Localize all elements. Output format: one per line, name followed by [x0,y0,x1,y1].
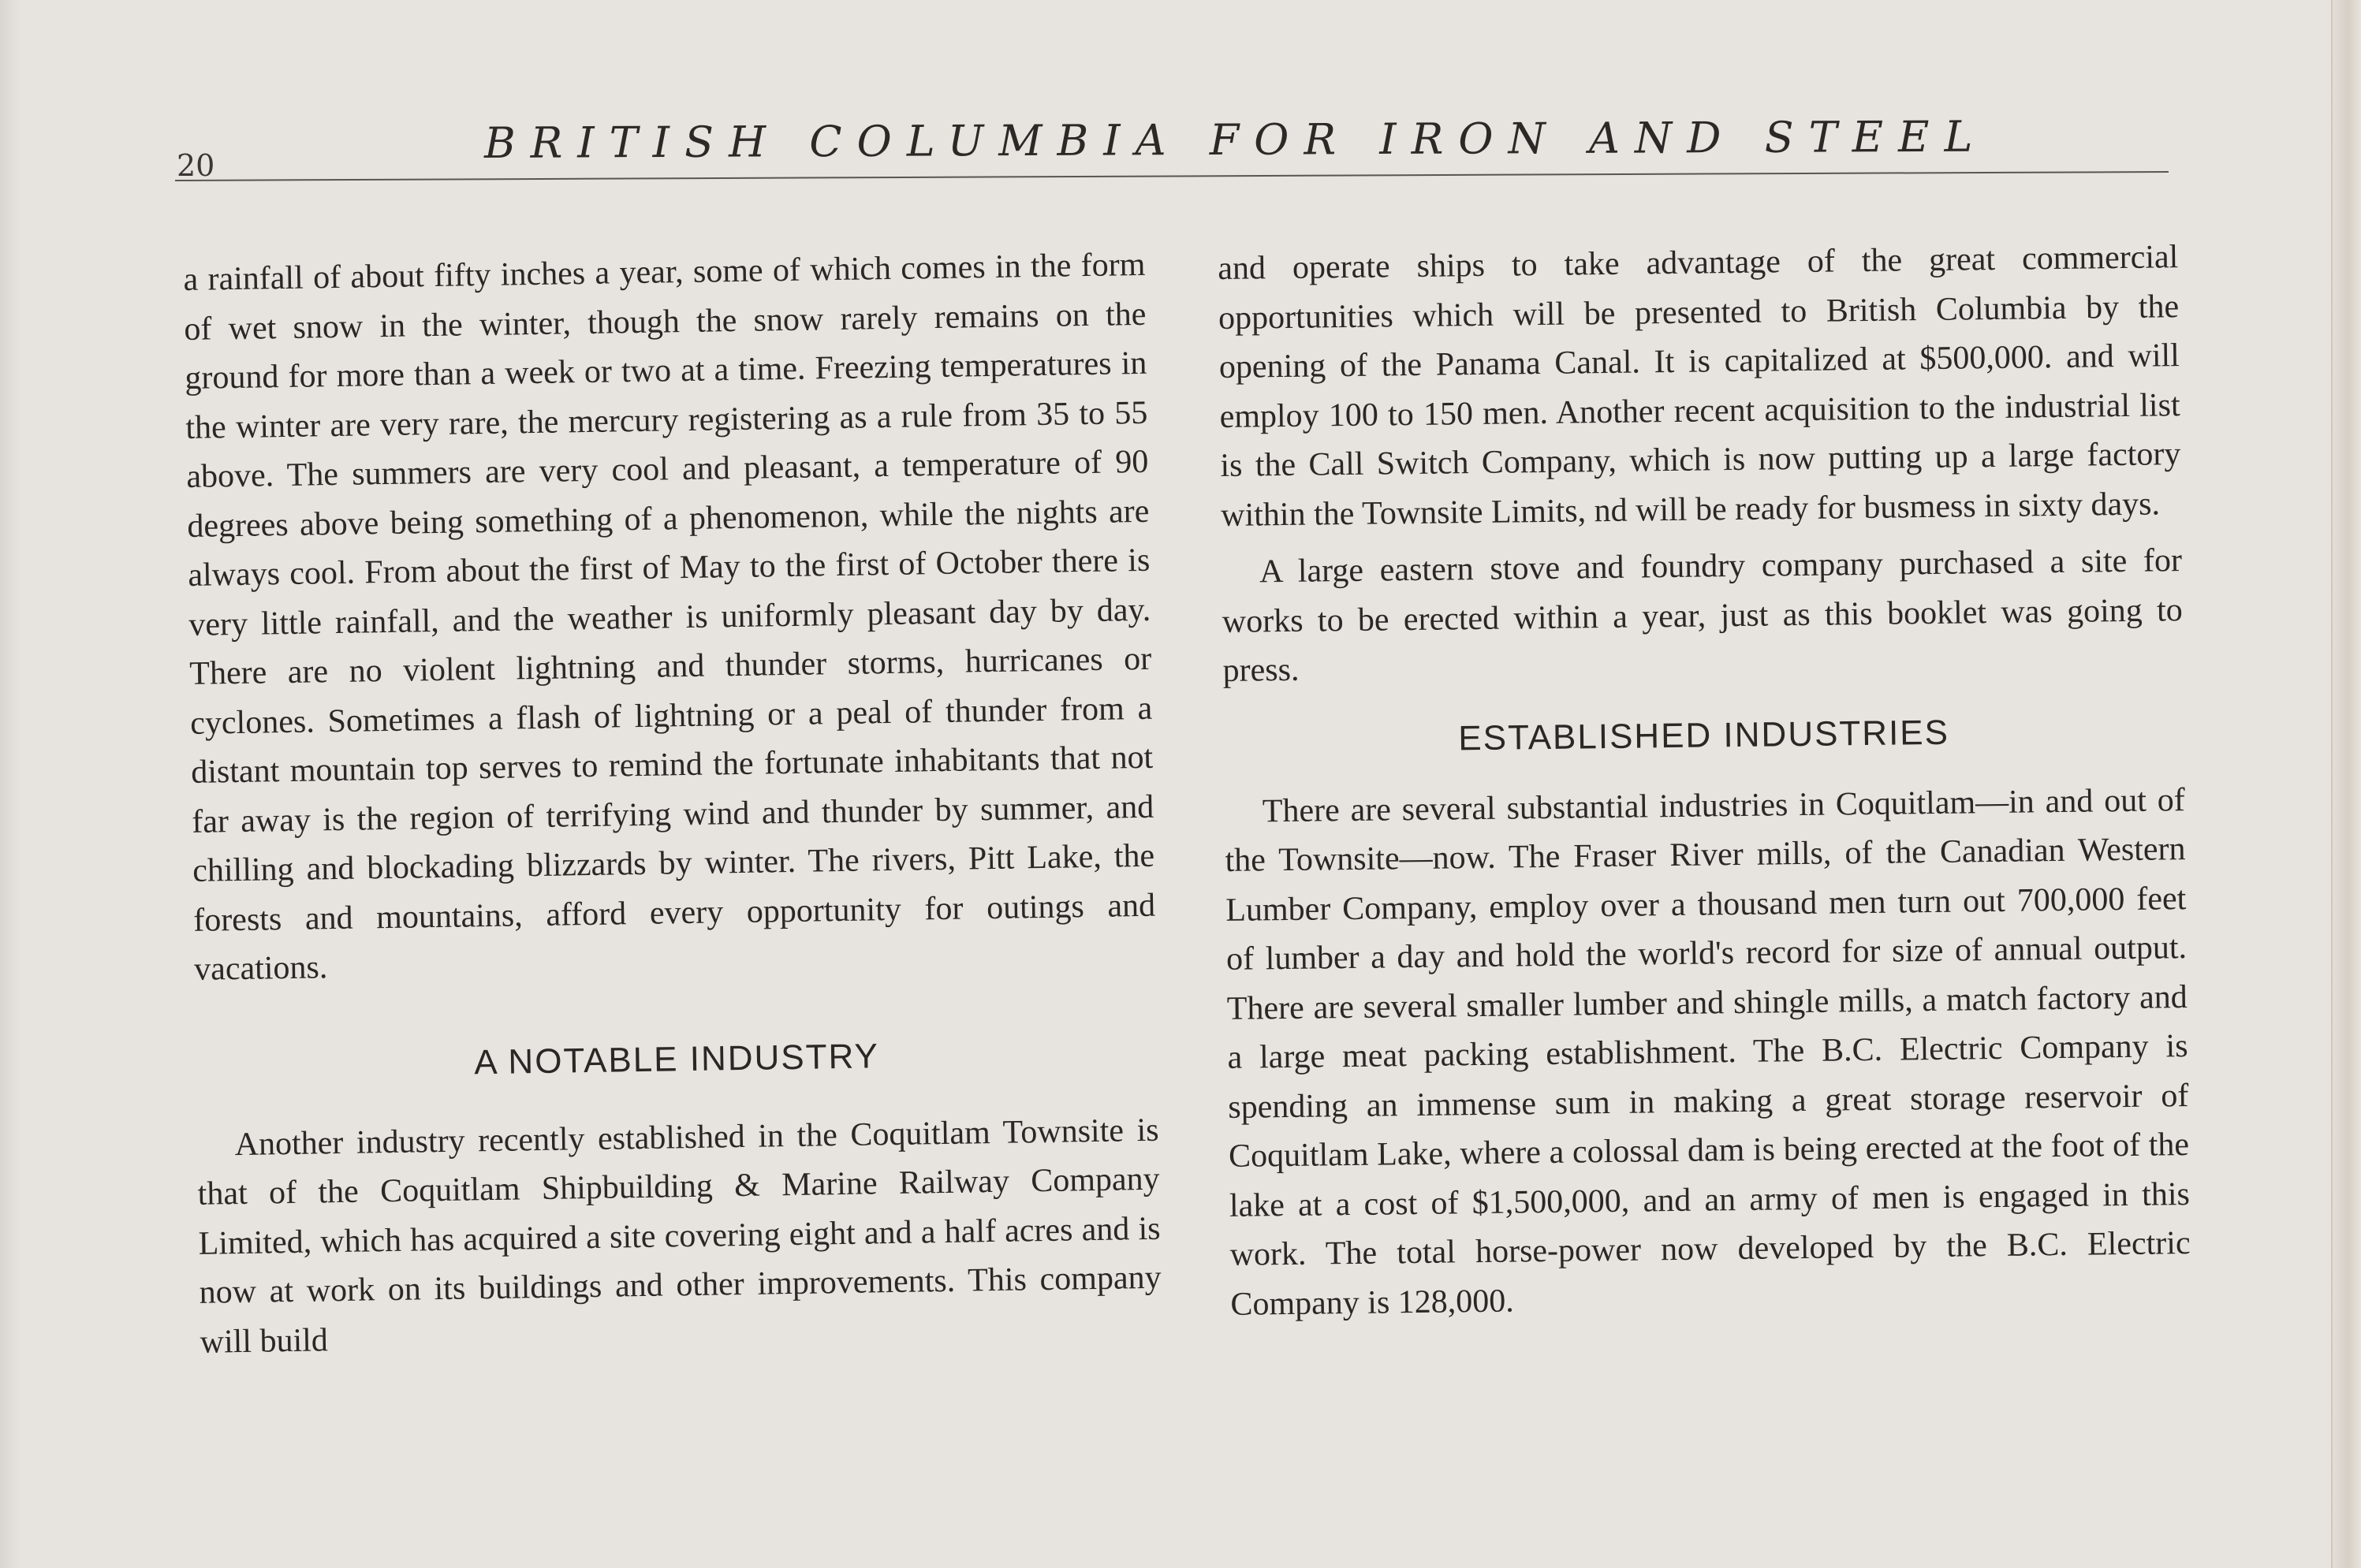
section-heading: ESTABLISHED INDUSTRIES [1458,713,1950,758]
running-title: BRITISH COLUMBIA FOR IRON AND STEEL [483,111,1988,168]
header-rule [175,171,2169,181]
body-paragraph: A large eastern stove and foundry company purchased a site for works to be erected within a year, just as this booklet was going to press. [1222,542,2184,689]
body-paragraph: and operate ships to take advantage of the great commercial opportunities which will be presented to British Columbia by the opening of the Panama Canal. It is capitalized at $500,000. and will employ 100 to 150 men. Another recent acquisition to the industrial list is the Call Switch Company, which is now putting up a large factory within the Townsite Limits, nd will be ready for busmess in sixty days. [1218,239,2181,534]
page-number: 20 [177,148,215,183]
right-column [1218,233,2191,1329]
body-paragraph: a rainfall of about fifty inches a year, some of which comes in the form of wet snow in the winter, though the snow rarely remains on the ground for more than a week or two at a time. Freezing temperatures in the winter are very rare, the mercury registering as a rule from 35 to 55 above. The summers are very cool and pleasant, a temperature of 90 degrees above being something of a phenomenon, while the nights are always cool. From about the first of May to the first of October there is very little rainfall, and the weather is uniformly pleasant day by day. There are no violent lightning and thunder storms, hurricanes or cyclones. Sometimes a flash of lightning or a peal of thunder from a distant mountain top serves to remind the fortunate inhabitants that not far away is the region of terrifying wind and thunder by summer, and chilling and blockading blizzards by winter. The rivers, Pitt Lake, the forests and mountains, afford every opportunity for outings and vacations. [183,246,1156,988]
left-column [183,240,1162,1367]
section-heading: A NOTABLE INDUSTRY [473,1036,880,1082]
body-paragraph: There are several substantial industries in Coquitlam—in and out of the Townsite—now. The Fraser River mills, of the Canadian Western Lumber Company, employ over a thousand men turn out 700,000 feet of lumber a day and hold the world's record for size of annual output. There are several smaller lumber and shingle mills, a match factory and a large meat packing establishment. The B.C. Electric Company is spending an immense sum in making a great storage reservoir of Coquitlam Lake, where a colossal dam is being erected at the foot of the lake at a cost of $1,500,000, and an army of men is engaged in this work. The total horse-power now developed by the B.C. Electric Company is 128,000. [1225,781,2191,1323]
body-paragraph: Another industry recently established in the Coquitlam Townsite is that of the Coquitlam Shipbuilding & Marine Railway Company Limited, which has acquired a site covering eight and a half acres and is now at work on its buildings and other improvements. This company will build [197,1112,1162,1361]
